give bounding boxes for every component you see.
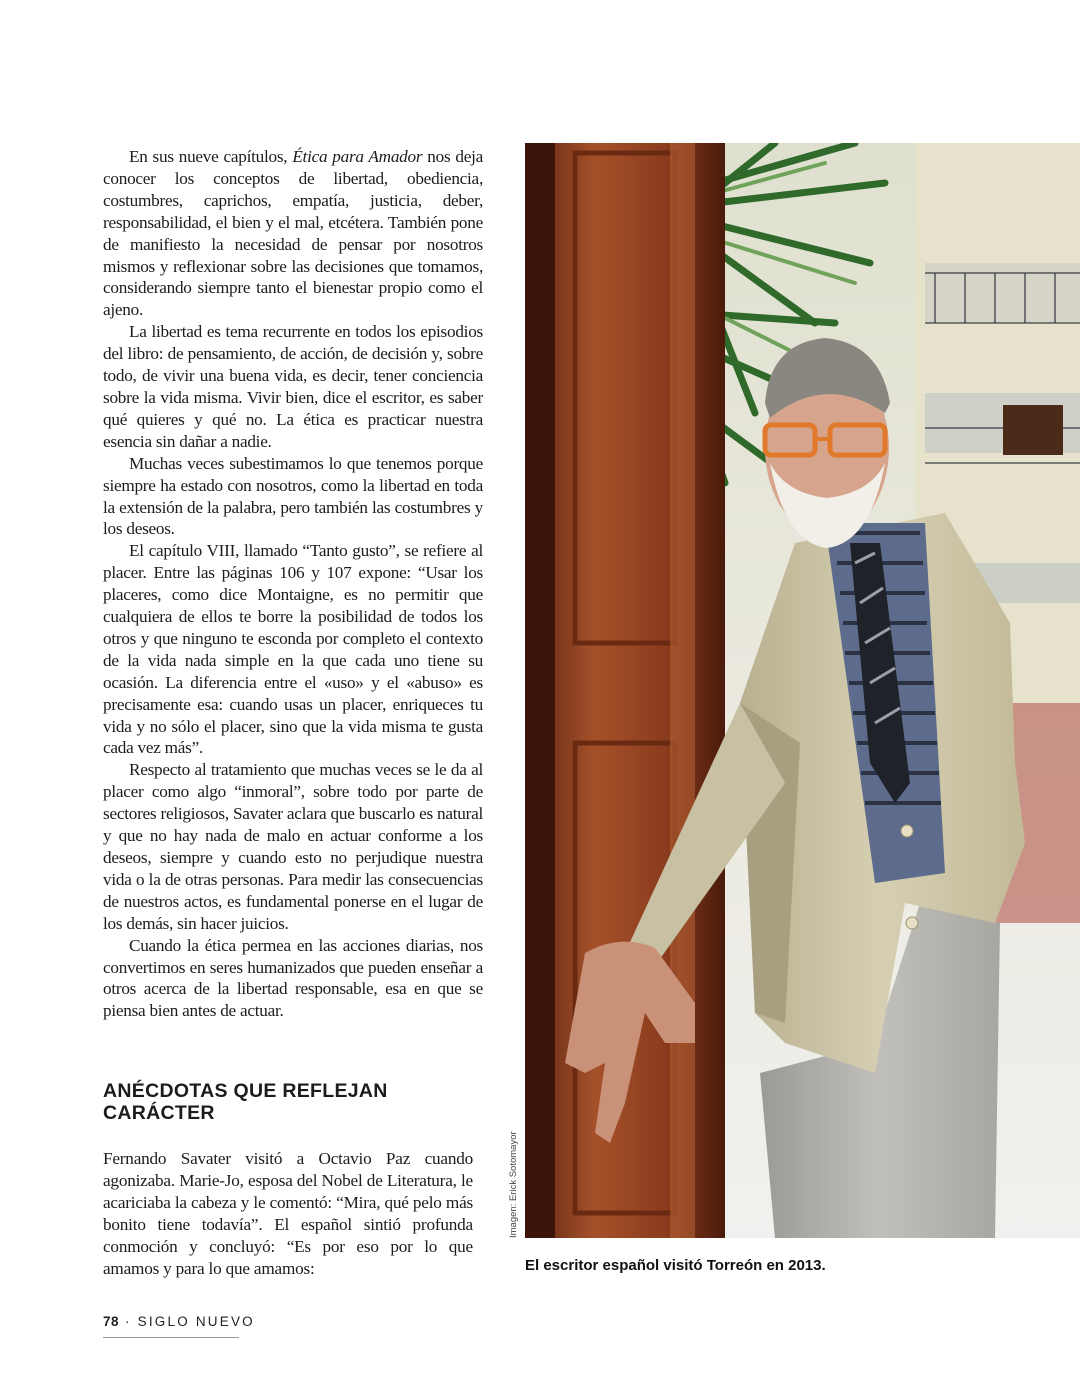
section-column xyxy=(103,1148,473,1279)
article-column xyxy=(103,146,483,1022)
page-number: 78 xyxy=(103,1314,120,1329)
article-paragraph: Cuando la ética permea en las acciones diarias, nos convertimos en seres humanizados que pueden enseñar a otros acerca de la libertad responsable, esa en que se piensa bien antes de actuar. xyxy=(103,935,483,1021)
article-paragraph: Muchas veces subestimamos lo que tenemos porque siempre ha estado con nosotros, como la libertad en toda la extensión de la palabra, pero también las costumbres y los deseos. xyxy=(103,453,483,539)
portrait-photo xyxy=(525,143,1080,1238)
photo-credit: Imagen: Erick Sotomayor xyxy=(508,1131,519,1238)
article-paragraph: La libertad es tema recurrente en todos los episodios del libro: de pensamiento, de acción, de decisión y, sobre todo, de vivir una buena vida, es decir, tener conciencia sobre la vida misma. Vivir bien, dice el escritor, es saber qué quieres y qué no. La ética es practicar nuestra esencia sin dañar a nadie. xyxy=(103,322,483,451)
magazine-name: SIGLO NUEVO xyxy=(137,1314,255,1329)
section-paragraph: Fernando Savater visitó a Octavio Paz cuando agonizaba. Marie-Jo, esposa del Nobel de Literatura, le acariciaba la cabeza y le comentó: “Mira, qué pelo más bonito tiene todavía”. El español sintió profunda conmoción y concluyó: “Es por eso por lo que amamos y para lo que amamos: xyxy=(103,1149,473,1278)
section-heading: ANÉCDOTAS QUE REFLEJAN CARÁCTER xyxy=(103,1080,388,1124)
paragraph-text: En sus nueve capítulos, xyxy=(129,147,293,166)
paragraph-text: nos deja conocer los conceptos de libertad, obediencia, costumbres, caprichos, empatía, justicia, deber, responsabilidad, el bien y el mal, etcétera. También pone de manifiesto la necesidad de pensar por nosotros mismos y reflexionar sobre las decisiones que tomamos, considerando siempre tanto el bienestar propio como el ajeno. xyxy=(103,147,483,320)
article-paragraph: El capítulo VIII, llamado “Tanto gusto”, se refiere al placer. Entre las páginas 106 y 107 expone: “Usar los placeres, como dice Montaigne, es no permitir que cualquiera de ellos te borre la posibilidad de todos los otros y que ninguno te esconda por completo el contexto de la vida nada simple en la que cada uno tiene su ocasión. La diferencia entre el «uso» y el «abuso» es precisamente esa: cuando usas un placer, enriqueces tu vida y no sólo el placer, sino que la vida misma te gusta cada vez más”. xyxy=(103,541,483,758)
page-folio xyxy=(103,1314,255,1329)
article-paragraph xyxy=(103,146,483,321)
folio-separator: · xyxy=(119,1314,138,1329)
folio-rule xyxy=(103,1337,239,1338)
book-title: Ética para Amador xyxy=(292,147,423,166)
article-paragraph: Respecto al tratamiento que muchas veces se le da al placer como algo “inmoral”, sobre todo por parte de sectores religiosos, Savater aclara que buscarlo es natural y que no hay nada de malo en actuar conforme a los deseos, siempre y cuando esto no perjudique nuestra vida o la de otras personas. Para medir las consecuencias de nuestros actos, es fundamental ponerse en el lugar de los demás, sin hacer juicios. xyxy=(103,760,483,933)
photo-caption: El escritor español visitó Torreón en 2013. xyxy=(525,1257,826,1274)
